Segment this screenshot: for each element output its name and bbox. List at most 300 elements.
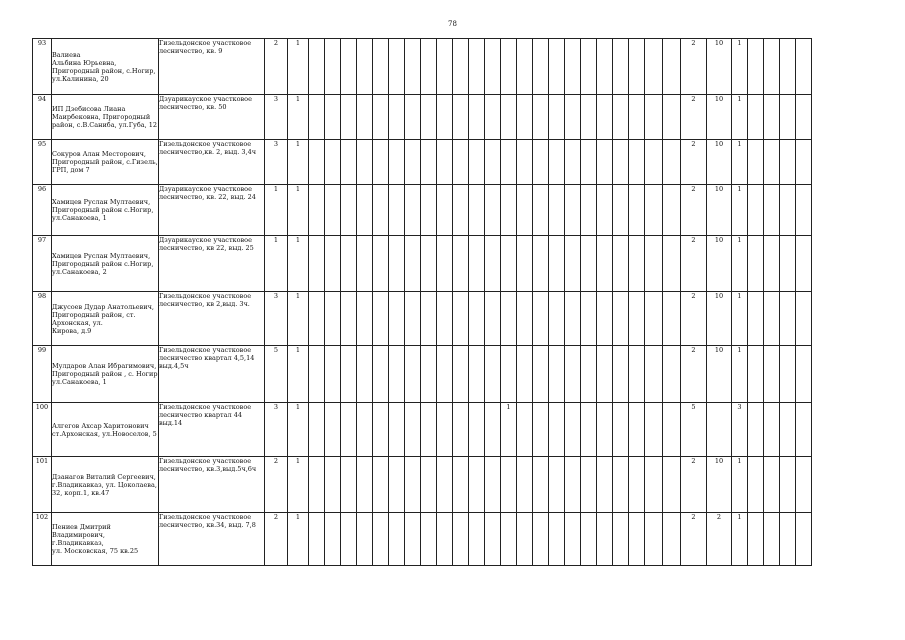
empty-cell	[341, 292, 357, 346]
empty-cell	[309, 185, 325, 236]
empty-cell	[389, 39, 405, 95]
value-cell	[501, 95, 517, 140]
empty-cell	[629, 95, 645, 140]
owner-text: ИП Дзебисова Лиана Маирбековна, Пригородный район, с.В.Саниба, ул.Губа, 12	[52, 105, 158, 129]
empty-cell	[796, 236, 812, 292]
empty-cell	[764, 292, 780, 346]
empty-cell	[517, 403, 533, 457]
value-cell: 5	[681, 403, 707, 457]
empty-cell	[405, 39, 421, 95]
empty-cell	[629, 513, 645, 566]
empty-cell	[613, 403, 629, 457]
empty-cell	[581, 403, 597, 457]
empty-cell	[764, 39, 780, 95]
empty-cell	[597, 185, 613, 236]
value-cell: 2	[265, 457, 288, 513]
empty-cell	[325, 236, 341, 292]
empty-cell	[549, 292, 565, 346]
empty-cell	[421, 185, 437, 236]
empty-cell	[341, 346, 357, 403]
forestry-text: Гизельдонское участковое лесничество,кв. 2, выд. 3,4ч	[159, 140, 257, 156]
empty-cell	[485, 457, 501, 513]
empty-cell	[421, 403, 437, 457]
empty-cell	[645, 39, 663, 95]
table-row	[33, 39, 812, 95]
empty-cell	[421, 346, 437, 403]
table-row	[33, 457, 812, 513]
value-cell: 1	[288, 140, 309, 185]
value-cell: 3	[732, 403, 748, 457]
empty-cell	[748, 95, 764, 140]
empty-cell	[309, 140, 325, 185]
empty-cell	[565, 292, 581, 346]
value-cell: 3	[265, 140, 288, 185]
empty-cell	[485, 513, 501, 566]
value-cell: 1	[288, 95, 309, 140]
empty-cell	[469, 292, 485, 346]
value-cell: 1	[501, 403, 517, 457]
empty-cell	[517, 513, 533, 566]
empty-cell	[581, 513, 597, 566]
empty-cell	[373, 403, 389, 457]
empty-cell	[645, 140, 663, 185]
row-number: 101	[33, 457, 52, 513]
empty-cell	[533, 513, 549, 566]
empty-cell	[437, 513, 453, 566]
value-cell: 1	[288, 236, 309, 292]
row-number: 96	[33, 185, 52, 236]
value-cell: 1	[288, 403, 309, 457]
value-cell: 10	[707, 140, 732, 185]
empty-cell	[629, 140, 645, 185]
empty-cell	[469, 457, 485, 513]
value-cell: 1	[732, 140, 748, 185]
empty-cell	[565, 513, 581, 566]
empty-cell	[453, 292, 469, 346]
empty-cell	[517, 39, 533, 95]
empty-cell	[629, 346, 645, 403]
empty-cell	[748, 513, 764, 566]
empty-cell	[613, 292, 629, 346]
empty-cell	[748, 236, 764, 292]
value-cell: 1	[288, 185, 309, 236]
empty-cell	[645, 346, 663, 403]
empty-cell	[341, 236, 357, 292]
value-cell: 1	[732, 185, 748, 236]
empty-cell	[796, 513, 812, 566]
empty-cell	[764, 185, 780, 236]
empty-cell	[533, 140, 549, 185]
empty-cell	[485, 140, 501, 185]
empty-cell	[549, 236, 565, 292]
empty-cell	[389, 95, 405, 140]
value-cell: 3	[265, 95, 288, 140]
empty-cell	[421, 39, 437, 95]
empty-cell	[341, 513, 357, 566]
table-row	[33, 236, 812, 292]
owner-cell	[52, 140, 159, 185]
value-cell	[501, 236, 517, 292]
forestry-cell	[159, 513, 265, 566]
empty-cell	[613, 457, 629, 513]
forestry-text: Гизельдонское участковое лесничество квартал 44 выд.14	[159, 403, 252, 427]
empty-cell	[780, 140, 796, 185]
empty-cell	[780, 403, 796, 457]
value-cell: 2	[681, 140, 707, 185]
empty-cell	[533, 236, 549, 292]
empty-cell	[405, 95, 421, 140]
empty-cell	[357, 39, 373, 95]
empty-cell	[565, 140, 581, 185]
empty-cell	[597, 39, 613, 95]
forestry-text: Дзуарикауское участковое лесничество, кв. 22, выд. 24	[159, 185, 256, 201]
empty-cell	[549, 513, 565, 566]
empty-cell	[565, 95, 581, 140]
owner-cell	[52, 39, 159, 95]
empty-cell	[549, 403, 565, 457]
empty-cell	[613, 39, 629, 95]
value-cell	[501, 292, 517, 346]
empty-cell	[453, 95, 469, 140]
empty-cell	[613, 140, 629, 185]
value-cell: 2	[681, 513, 707, 566]
empty-cell	[581, 236, 597, 292]
empty-cell	[663, 185, 681, 236]
empty-cell	[796, 140, 812, 185]
row-number: 100	[33, 403, 52, 457]
empty-cell	[581, 457, 597, 513]
empty-cell	[325, 403, 341, 457]
value-cell: 1	[732, 346, 748, 403]
empty-cell	[581, 95, 597, 140]
value-cell: 3	[265, 292, 288, 346]
value-cell: 1	[732, 292, 748, 346]
forestry-cell	[159, 236, 265, 292]
empty-cell	[645, 185, 663, 236]
row-number: 97	[33, 236, 52, 292]
table-row	[33, 403, 812, 457]
owner-text: Сокуров Алан Месторович, Пригородный район, с.Гизель, ГРП, дом 7	[52, 150, 158, 174]
empty-cell	[629, 403, 645, 457]
empty-cell	[485, 236, 501, 292]
forestry-cell	[159, 185, 265, 236]
empty-cell	[645, 95, 663, 140]
empty-cell	[533, 457, 549, 513]
value-cell: 2	[681, 185, 707, 236]
empty-cell	[373, 513, 389, 566]
value-cell	[501, 513, 517, 566]
empty-cell	[645, 403, 663, 457]
empty-cell	[748, 457, 764, 513]
value-cell: 10	[707, 236, 732, 292]
empty-cell	[453, 39, 469, 95]
empty-cell	[469, 236, 485, 292]
empty-cell	[357, 185, 373, 236]
empty-cell	[517, 346, 533, 403]
empty-cell	[357, 292, 373, 346]
empty-cell	[645, 236, 663, 292]
empty-cell	[565, 346, 581, 403]
empty-cell	[453, 185, 469, 236]
empty-cell	[780, 346, 796, 403]
value-cell: 1	[288, 39, 309, 95]
empty-cell	[780, 185, 796, 236]
empty-cell	[533, 292, 549, 346]
empty-cell	[613, 185, 629, 236]
value-cell: 10	[707, 39, 732, 95]
value-cell: 1	[288, 457, 309, 513]
empty-cell	[373, 185, 389, 236]
empty-cell	[341, 403, 357, 457]
empty-cell	[796, 95, 812, 140]
empty-cell	[325, 185, 341, 236]
empty-cell	[405, 236, 421, 292]
table-row	[33, 95, 812, 140]
empty-cell	[341, 185, 357, 236]
empty-cell	[517, 140, 533, 185]
empty-cell	[389, 403, 405, 457]
empty-cell	[533, 403, 549, 457]
empty-cell	[613, 236, 629, 292]
empty-cell	[373, 346, 389, 403]
value-cell	[707, 403, 732, 457]
empty-cell	[565, 185, 581, 236]
empty-cell	[663, 292, 681, 346]
empty-cell	[663, 403, 681, 457]
row-number: 98	[33, 292, 52, 346]
forestry-cell	[159, 457, 265, 513]
forestry-cell	[159, 95, 265, 140]
empty-cell	[780, 457, 796, 513]
value-cell: 2	[681, 346, 707, 403]
empty-cell	[389, 185, 405, 236]
owner-text: Мулдаров Алан Ибрагимович, Пригородный район , с. Ногир ул.Санакоева, 1	[52, 362, 158, 386]
empty-cell	[796, 185, 812, 236]
empty-cell	[780, 95, 796, 140]
empty-cell	[453, 236, 469, 292]
forestry-text: Гизельдонское участковое лесничество, кв.3,выд.5ч,6ч	[159, 457, 257, 473]
owner-text: Хамицев Руслан Мултаевич, Пригородный район с.Ногир, ул.Санакоева, 1	[52, 198, 154, 222]
value-cell: 10	[707, 185, 732, 236]
empty-cell	[549, 140, 565, 185]
empty-cell	[325, 292, 341, 346]
value-cell: 2	[681, 236, 707, 292]
value-cell: 1	[732, 457, 748, 513]
value-cell: 1	[732, 95, 748, 140]
table-row	[33, 513, 812, 566]
empty-cell	[796, 292, 812, 346]
empty-cell	[373, 140, 389, 185]
empty-cell	[597, 95, 613, 140]
empty-cell	[357, 95, 373, 140]
owner-cell	[52, 95, 159, 140]
empty-cell	[549, 346, 565, 403]
empty-cell	[663, 457, 681, 513]
empty-cell	[663, 346, 681, 403]
empty-cell	[565, 236, 581, 292]
value-cell: 10	[707, 346, 732, 403]
value-cell	[501, 185, 517, 236]
empty-cell	[629, 457, 645, 513]
forestry-cell	[159, 140, 265, 185]
empty-cell	[533, 39, 549, 95]
empty-cell	[748, 403, 764, 457]
value-cell: 2	[681, 292, 707, 346]
empty-cell	[517, 292, 533, 346]
empty-cell	[748, 39, 764, 95]
empty-cell	[469, 513, 485, 566]
empty-cell	[341, 457, 357, 513]
empty-cell	[453, 403, 469, 457]
owner-text: Дзанагов Виталий Сергеевич, г.Владикавказ, ул. Цоколаева, 32, корп.1, кв.47	[52, 472, 157, 497]
empty-cell	[453, 346, 469, 403]
table-row	[33, 140, 812, 185]
value-cell: 2	[265, 513, 288, 566]
value-cell: 1	[732, 39, 748, 95]
empty-cell	[469, 95, 485, 140]
empty-cell	[357, 457, 373, 513]
empty-cell	[663, 140, 681, 185]
empty-cell	[597, 292, 613, 346]
empty-cell	[613, 513, 629, 566]
forestry-text: Дзуарикауское участковое лесничество, кв. 50	[159, 95, 252, 111]
forestry-cell	[159, 39, 265, 95]
row-number: 95	[33, 140, 52, 185]
empty-cell	[373, 95, 389, 140]
empty-cell	[764, 457, 780, 513]
value-cell: 1	[288, 346, 309, 403]
empty-cell	[549, 185, 565, 236]
empty-cell	[549, 39, 565, 95]
empty-cell	[533, 95, 549, 140]
empty-cell	[309, 513, 325, 566]
table-row	[33, 185, 812, 236]
empty-cell	[748, 140, 764, 185]
empty-cell	[437, 95, 453, 140]
empty-cell	[581, 346, 597, 403]
empty-cell	[597, 457, 613, 513]
empty-cell	[613, 346, 629, 403]
empty-cell	[325, 346, 341, 403]
empty-cell	[748, 185, 764, 236]
empty-cell	[309, 346, 325, 403]
row-number: 93	[33, 39, 52, 95]
empty-cell	[485, 95, 501, 140]
empty-cell	[325, 513, 341, 566]
empty-cell	[437, 292, 453, 346]
empty-cell	[597, 513, 613, 566]
forestry-text: Гизельдонское участковое лесничество квартал 4,5,14 выд.4,5ч	[159, 346, 255, 370]
empty-cell	[453, 457, 469, 513]
empty-cell	[663, 513, 681, 566]
empty-cell	[405, 403, 421, 457]
empty-cell	[421, 140, 437, 185]
empty-cell	[469, 346, 485, 403]
empty-cell	[437, 457, 453, 513]
empty-cell	[629, 236, 645, 292]
owner-text: Алгегов Ахсар Харитонович ст.Архонская, ул.Новоселов, 5	[52, 421, 157, 438]
empty-cell	[469, 39, 485, 95]
empty-cell	[309, 403, 325, 457]
empty-cell	[796, 346, 812, 403]
empty-cell	[517, 236, 533, 292]
empty-cell	[780, 513, 796, 566]
empty-cell	[764, 403, 780, 457]
empty-cell	[796, 39, 812, 95]
empty-cell	[437, 403, 453, 457]
empty-cell	[796, 403, 812, 457]
value-cell: 1	[265, 236, 288, 292]
value-cell: 1	[288, 513, 309, 566]
empty-cell	[405, 185, 421, 236]
empty-cell	[629, 39, 645, 95]
value-cell: 2	[681, 457, 707, 513]
empty-cell	[748, 292, 764, 346]
empty-cell	[645, 457, 663, 513]
empty-cell	[764, 513, 780, 566]
forestry-cell	[159, 292, 265, 346]
empty-cell	[485, 346, 501, 403]
empty-cell	[405, 457, 421, 513]
empty-cell	[325, 457, 341, 513]
empty-cell	[663, 236, 681, 292]
empty-cell	[421, 95, 437, 140]
empty-cell	[389, 346, 405, 403]
empty-cell	[485, 185, 501, 236]
owner-cell	[52, 457, 159, 513]
empty-cell	[389, 457, 405, 513]
empty-cell	[629, 185, 645, 236]
value-cell: 1	[732, 236, 748, 292]
value-cell: 1	[732, 513, 748, 566]
value-cell	[501, 346, 517, 403]
empty-cell	[748, 346, 764, 403]
empty-cell	[325, 39, 341, 95]
empty-cell	[581, 292, 597, 346]
empty-cell	[549, 457, 565, 513]
forestry-text: Гизельдонское участковое лесничество, кв.34, выд. 7,8	[159, 513, 256, 529]
empty-cell	[437, 39, 453, 95]
empty-cell	[533, 346, 549, 403]
empty-cell	[341, 95, 357, 140]
owner-cell	[52, 403, 159, 457]
empty-cell	[389, 236, 405, 292]
forestry-cell	[159, 403, 265, 457]
owner-text: Пениев Дмитрий Владимирович, г.Владикавказ, ул. Московская, 75 кв.25	[52, 523, 139, 555]
empty-cell	[437, 140, 453, 185]
empty-cell	[629, 292, 645, 346]
forestry-text: Гизельдонское участковое лесничество, кв. 9	[159, 39, 252, 55]
owner-cell	[52, 346, 159, 403]
owner-text: Джусоев Дудар Анатольевич, Пригородный район, ст. Архонская, ул. Кирова, д.9	[52, 302, 154, 335]
empty-cell	[357, 403, 373, 457]
empty-cell	[373, 236, 389, 292]
empty-cell	[581, 185, 597, 236]
owner-text: Хамицев Руслан Мултаевич, Пригородный район с.Ногир, ул.Санакоева, 2	[52, 251, 154, 276]
empty-cell	[469, 140, 485, 185]
value-cell: 2	[681, 95, 707, 140]
empty-cell	[453, 513, 469, 566]
empty-cell	[764, 140, 780, 185]
empty-cell	[309, 95, 325, 140]
empty-cell	[405, 513, 421, 566]
empty-cell	[517, 457, 533, 513]
empty-cell	[421, 236, 437, 292]
value-cell	[501, 457, 517, 513]
value-cell: 10	[707, 95, 732, 140]
empty-cell	[309, 39, 325, 95]
value-cell: 3	[265, 403, 288, 457]
